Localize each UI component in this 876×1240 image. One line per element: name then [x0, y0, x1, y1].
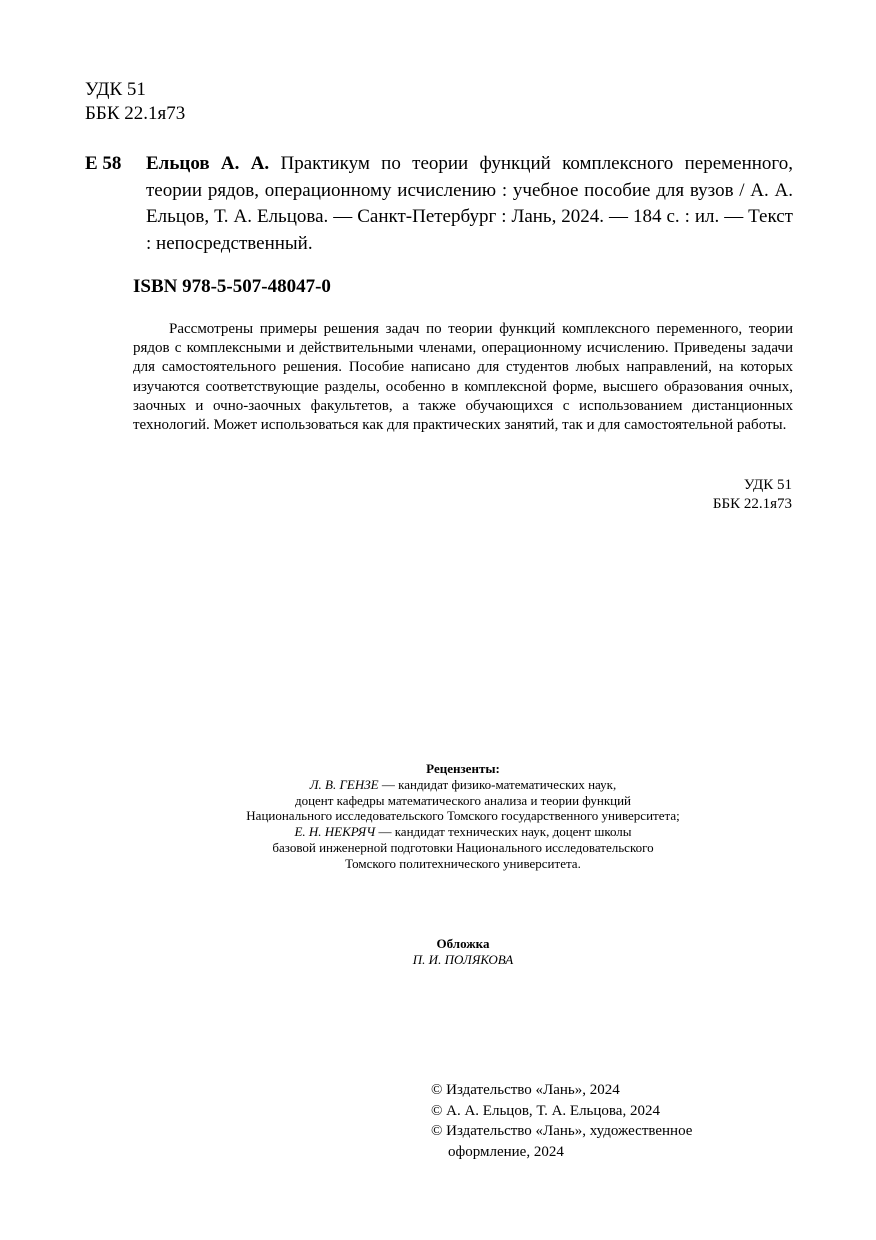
- reviewer-title: — кандидат технических наук, доцент школы: [375, 824, 632, 840]
- annotation: Рассмотрены примеры решения задач по теории функций комплексного переменного, теории рядов с комплексными и действительными членами, операционному исчислению. Приведены задачи для самостоятельного решения. Пособие написано для студентов любых направлений, на которых изучаются соответствующие разделы, особенно в комплексной форме, высшего образования очных, заочных и очно-заочных факультетов, а также обучающихся с использованием дистанционных технологий. Может использоваться как для практических занятий, так и для самостоятельной работы.: [133, 321, 793, 434]
- bibliographic-record: [85, 151, 793, 257]
- reviewer-name: Л. В. ГЕНЗЕ: [309, 776, 379, 792]
- copyright-line: © А. А. Ельцов, Т. А. Ельцова, 2024: [431, 1102, 660, 1119]
- copyright-line: © Издательство «Лань», 2024: [431, 1082, 620, 1098]
- reviewer-affiliation: Национального исследовательского Томского государственного университета;: [246, 808, 680, 824]
- isbn: ISBN 978-5-507-48047-0: [133, 276, 331, 297]
- reviewer-affiliation: базовой инженерной подготовки Национального исследовательского: [272, 839, 654, 855]
- reviewers-heading: Рецензенты:: [426, 761, 500, 776]
- reviewer-1: [133, 777, 793, 793]
- reviewer-title: — кандидат физико-математических наук,: [378, 776, 617, 792]
- udk-code: УДК 51: [85, 79, 146, 100]
- copyright-block: [431, 1080, 692, 1162]
- reviewers-section: [133, 761, 793, 872]
- author-name: Ельцов А. А.: [146, 153, 270, 174]
- classification-top: [85, 78, 185, 126]
- cover-artist: П. И. ПОЛЯКОВА: [412, 951, 514, 967]
- reviewer-name: Е. Н. НЕКРЯЧ: [294, 824, 376, 840]
- udk-code: УДК 51: [743, 477, 792, 493]
- copyright-line-continuation: оформление, 2024: [448, 1143, 564, 1160]
- reviewer-affiliation: доцент кафедры математического анализа и теории функций: [294, 792, 632, 808]
- book-description: Практикум по теории функций комплексного переменного, теории рядов, операционному исчислению : учебное пособие для вузов / А. А. Ельцов, Т. А. Ельцова. — Санкт-Петербург : Лань, 2024. — 184 с. : ил. — Текст : непосредственный.: [146, 153, 793, 254]
- bbk-code: ББК 22.1я73: [85, 103, 186, 124]
- bibliographic-description: [146, 151, 793, 257]
- bbk-code: ББК 22.1я73: [712, 496, 792, 512]
- reviewer-2: [133, 824, 793, 840]
- cover-credit: [133, 936, 793, 968]
- author-mark: Е 58: [85, 153, 122, 174]
- copyright-line: © Издательство «Лань», художественное: [431, 1123, 693, 1139]
- cover-heading: Обложка: [436, 936, 490, 951]
- reviewer-affiliation: Томского политехнического университета.: [345, 855, 581, 871]
- classification-bottom: [713, 476, 792, 514]
